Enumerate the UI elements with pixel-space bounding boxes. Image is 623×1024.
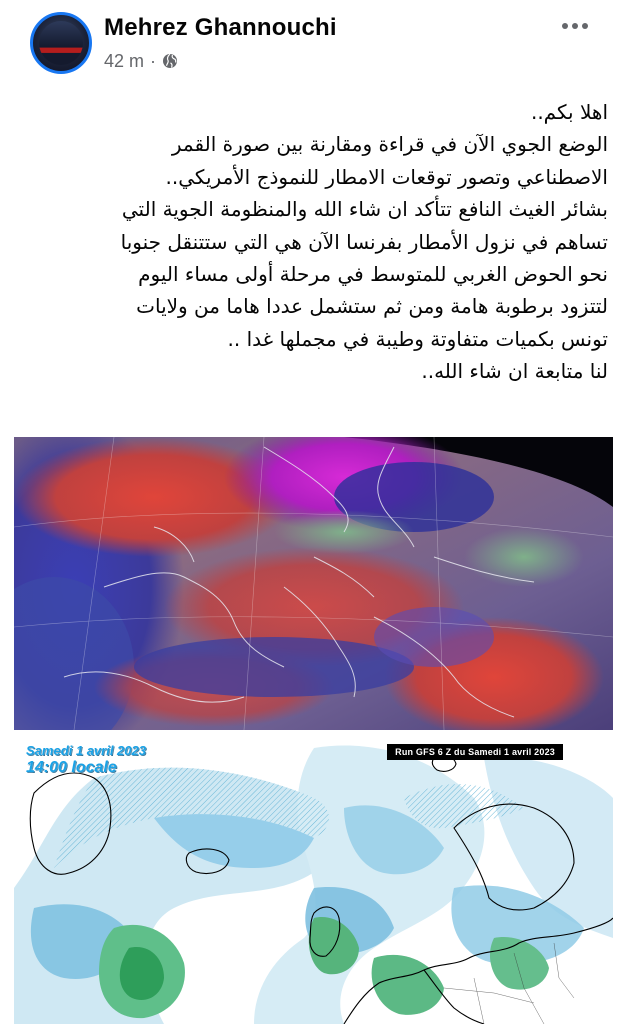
forecast-time: 14:00 locale [26, 758, 117, 776]
post-text [14, 96, 608, 388]
satellite-image[interactable] [14, 437, 613, 730]
meta-separator: · [150, 50, 157, 71]
post-text-line: لنا متابعة ان شاء الله.. [421, 359, 608, 384]
more-options-button[interactable] [557, 14, 593, 38]
forecast-date-label [26, 744, 146, 776]
post-text-line: الوضع الجوي الآن في قراءة ومقارنة بين صورة القمر [171, 132, 608, 157]
post-text-line: بشائر الغيث النافع تتأكد ان شاء الله والمنظومة الجوية التي [121, 197, 608, 222]
satellite-image-graphic [14, 437, 613, 730]
forecast-map-image[interactable] [14, 738, 613, 1024]
forecast-date: Samedi 1 avril 2023 [26, 743, 146, 758]
avatar[interactable] [30, 12, 92, 74]
post-text-line: نحو الحوض الغربي للمتوسط في مرحلة أولى مساء اليوم [138, 262, 608, 287]
post-text-line: اهلا بكم.. [530, 100, 608, 124]
post-text-line: تساهم في نزول الأمطار بفرنسا الآن هي التي ستتنقل جنوبا [120, 229, 608, 254]
post-text-line: تونس بكميات متفاوتة وطيبة في مجملها غدا .. [227, 326, 608, 351]
post-text-line: لتتزود برطوبة هامة ومن ثم ستشمل عددا هاما من ولايات [136, 294, 608, 319]
more-options-icon [561, 22, 589, 30]
globe-icon[interactable] [162, 53, 178, 69]
forecast-run-label: Run GFS 6 Z du Samedi 1 avril 2023 [387, 744, 563, 760]
post-header [0, 0, 623, 88]
post-text-line: الاصطناعي وتصور توقعات الامطار للنموذج الأمريكي.. [165, 164, 608, 189]
author-name[interactable]: Mehrez Ghannouchi [104, 14, 337, 41]
forecast-map-graphic [14, 738, 613, 1024]
avatar-image [39, 21, 83, 65]
post-time[interactable]: 42 m [104, 50, 145, 71]
post-meta [104, 50, 178, 72]
